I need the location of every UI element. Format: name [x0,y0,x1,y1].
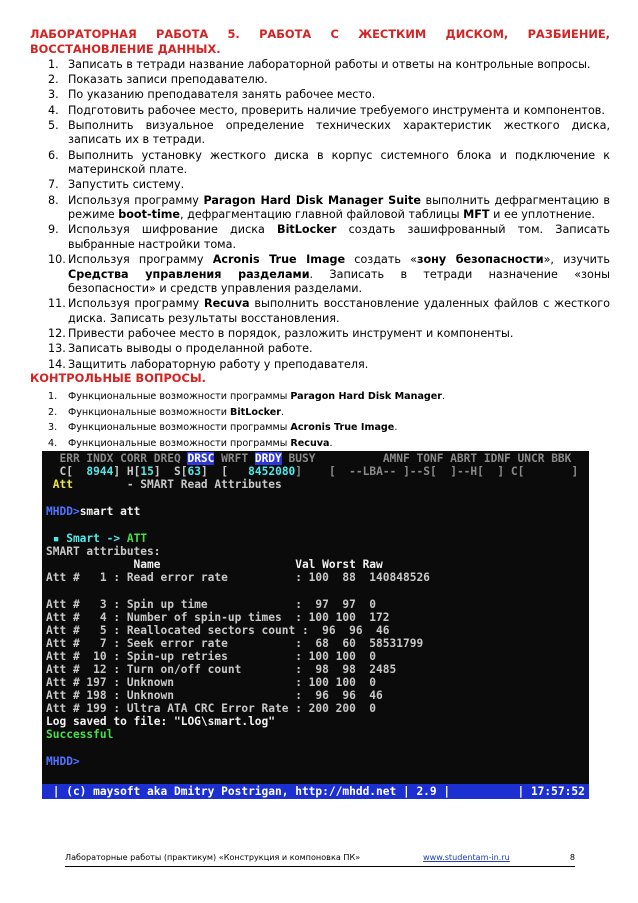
item-text: Выполнить установку жесткого диска в корпус системного блока и подключение к материнской плате. [68,148,610,177]
terminal-text: C[ [46,465,87,478]
terminal-text: Att # 4 : Number of spin-up times : 100 100 172 [46,611,390,624]
item-text: Записать в тетради название лабораторной работы и ответы на контрольные вопросы. [68,58,591,71]
terminal-line [46,663,396,677]
item-text: Функциональные возможности [68,406,231,418]
item-number: 1. [48,391,58,402]
item-bold-text: Paragon Hard Disk Manager Suite [203,193,421,207]
terminal-text: Name Val Worst Raw [46,558,383,571]
task-item [30,342,610,357]
item-bold-text: boot-time [118,208,181,222]
terminal-text: ERR INDX CORR DREQ [46,452,188,465]
item-text: выполнить восстановление удаленных файлов с жесткого диска. Записать результаты восстановления. [68,297,610,326]
terminal-text: Att # 7 : Seek error rate : 68 60 58531799 [46,637,424,650]
item-number: 10. [48,253,66,267]
terminal-line [46,452,571,466]
item-bold-text: Recuva [290,437,330,449]
item-number: 11. [48,297,66,311]
item-number: 2. [48,73,59,87]
terminal-text: Att # 10 : Spin-up retries : 100 100 0 [46,650,377,663]
item-bold-text: Acronis True Image [212,253,346,267]
terminal-text: - SMART Read Attributes [72,478,282,491]
item-text: . [281,406,285,418]
item-bold-text: MFT [463,208,490,222]
terminal-line [46,624,390,638]
task-item [30,194,610,223]
status-text: | (c) maysoft aka Dmitry Postrigan, http://mhdd.net | 2.9 | | 17:57:52 [46,785,585,798]
terminal-text: ATT [126,532,148,545]
item-bold-text: BitLocker [230,406,281,418]
item-number: 4. [48,103,59,117]
terminal-line [46,478,282,492]
terminal-text: ] [ --LBA-- ]--S[ ]--H[ ] C[ ] [295,465,579,478]
terminal-line [46,650,376,664]
item-number: 6. [48,148,59,162]
terminal-line [46,532,147,546]
question-item [30,436,590,452]
task-item [30,327,610,342]
terminal-line [46,598,376,612]
item-text: Используя программу [68,193,204,207]
item-text: выполнить дефрагментацию в режиме [68,193,610,222]
task-item [30,88,610,103]
item-text: », изучить [543,253,610,267]
terminal-text: BUSY AMNF TONF ABRT IDNF UNCR BBK [281,452,572,465]
footer-course-title: Лабораторные работы (практикум) «Конструкция и компоновка ПК» [65,852,361,862]
terminal-text: Att # 12 : Turn on/off count : 98 98 2485 [46,663,397,676]
item-text: Выполнить визуальное определение технических характеристик жесткого диска, записать их в тетради. [68,118,610,147]
terminal-line [46,702,376,716]
terminal-line [46,676,376,690]
terminal-line [46,505,140,519]
terminal-text: Att # 3 : Spin up time : 97 97 0 [46,598,377,611]
item-text: Используя программу [68,253,213,267]
terminal-line [46,715,275,729]
question-item [30,389,590,405]
terminal-text: ] [ [200,465,249,478]
item-bold-text: BitLocker [277,223,337,237]
task-item [30,297,610,326]
terminal-line [46,728,113,742]
item-bold-text: зону безопасности [416,253,544,267]
item-text: . Записать в тетради назначение «зоны безопасности» и средств управления разделами. [68,267,610,296]
terminal-text: WRFT [214,452,255,465]
task-item [30,73,610,88]
terminal-status-bar [42,784,589,799]
item-text: Используя шифрование диска [68,223,278,237]
task-item [30,119,610,148]
item-text: . [442,391,446,402]
item-number: 12. [48,327,66,341]
terminal-text: 15 [140,465,154,478]
terminal-text: ] H[ [113,465,141,478]
terminal-line [46,611,390,625]
item-number: 4. [48,437,58,449]
task-item [30,149,610,178]
terminal-text: Att # 5 : Reallocated sectors count : 96 96 46 [46,624,390,637]
task-list [30,58,610,373]
item-text: Функциональные возможности программы [68,391,291,402]
item-number: 3. [48,88,59,102]
page-footer [65,852,575,867]
question-item [30,420,590,436]
terminal-text: Att [46,478,73,491]
task-item [30,223,610,252]
terminal-text: Att # 197 : Unknown : 100 100 0 [46,676,377,689]
item-text: Запустить систему. [68,178,185,192]
terminal-text: Successful [46,728,114,741]
terminal-text: smart att [79,505,141,518]
item-bold-text: Paragon Hard Disk Manager [290,391,443,402]
mhdd-terminal-screenshot [42,451,589,799]
terminal-line [46,637,423,651]
item-text: Функциональные возможности программы [68,422,291,434]
terminal-text: Log saved to file: "LOG\smart.log" [46,715,276,728]
terminal-text: Att # 1 : Read error rate : 100 88 140848526 [46,571,430,584]
item-bold-text: Acronis True Image [290,422,395,434]
terminal-line [46,558,383,572]
item-number: 3. [48,422,58,434]
terminal-line [46,545,161,559]
item-text: Защитить лабораторную работу у преподавателя. [68,357,369,371]
terminal-text: ▪ Smart -> [46,532,127,545]
terminal-text: ] S[ [153,465,188,478]
item-number: 9. [48,223,59,237]
terminal-text: Att # 198 : Unknown : 96 96 46 [46,689,383,702]
page-number: 8 [569,852,575,862]
item-text: . [329,437,333,449]
item-number: 2. [48,406,58,418]
lab-title: ЛАБОРАТОРНАЯ РАБОТА 5. РАБОТА С ЖЕСТКИМ ДИСКОМ, РАЗБИЕНИЕ, ВОССТАНОВЛЕНИЕ ДАННЫХ. [30,27,610,56]
item-number: 13. [48,342,66,356]
terminal-line [46,755,80,769]
item-number: 5. [48,118,59,132]
item-text: Функциональные возможности программы [68,437,291,449]
question-item [30,405,590,421]
item-text: , дефрагментацию главной файловой таблицы [180,208,464,222]
item-text: создать « [345,253,417,267]
question-list [30,389,590,451]
task-item [30,253,610,297]
terminal-text: SMART attributes: [46,545,161,558]
item-bold-text: Recuva [203,297,250,311]
item-text: и ее уплотнение. [489,208,595,222]
terminal-text: MHDD> [46,505,80,518]
item-bold-text: Средства управления разделами [68,267,310,281]
item-text: Используя программу [68,297,204,311]
item-text: . [394,422,398,434]
item-text: По указанию преподавателя занять рабочее место. [68,88,376,102]
footer-site-link[interactable]: www.studentam-in.ru [423,852,510,862]
terminal-text: DRSC [187,452,215,465]
item-text: Подготовить рабочее место, проверить наличие требуемого инструмента и компонентов. [68,103,605,117]
terminal-text: Att # 199 : Ultra ATA CRC Error Rate : 200 200 0 [46,702,377,715]
item-text: Записать выводы о проделанной работе. [68,342,313,356]
terminal-line [46,571,430,585]
terminal-text: 63 [187,465,201,478]
task-item [30,358,610,373]
questions-heading: КОНТРОЛЬНЫЕ ВОПРОСЫ. [30,371,206,385]
terminal-text: DRDY [254,452,282,465]
item-number: 7. [48,178,59,192]
terminal-text: 8452080 [248,465,296,478]
terminal-text: MHDD> [46,755,80,768]
terminal-line [46,465,578,479]
terminal-text: 8944 [86,465,114,478]
task-item [30,178,610,193]
task-item [30,58,610,73]
item-number: 1. [48,58,59,71]
task-item [30,104,610,119]
item-text: создать зашифрованный том. Записать выбранные настройки тома. [68,223,610,251]
item-text: Привести рабочее место в порядок, разложить инструмент и компоненты. [68,327,514,341]
item-number: 14. [48,357,66,371]
terminal-line [46,689,383,703]
item-text: Показать записи преподавателю. [68,73,268,87]
item-number: 8. [48,193,59,207]
